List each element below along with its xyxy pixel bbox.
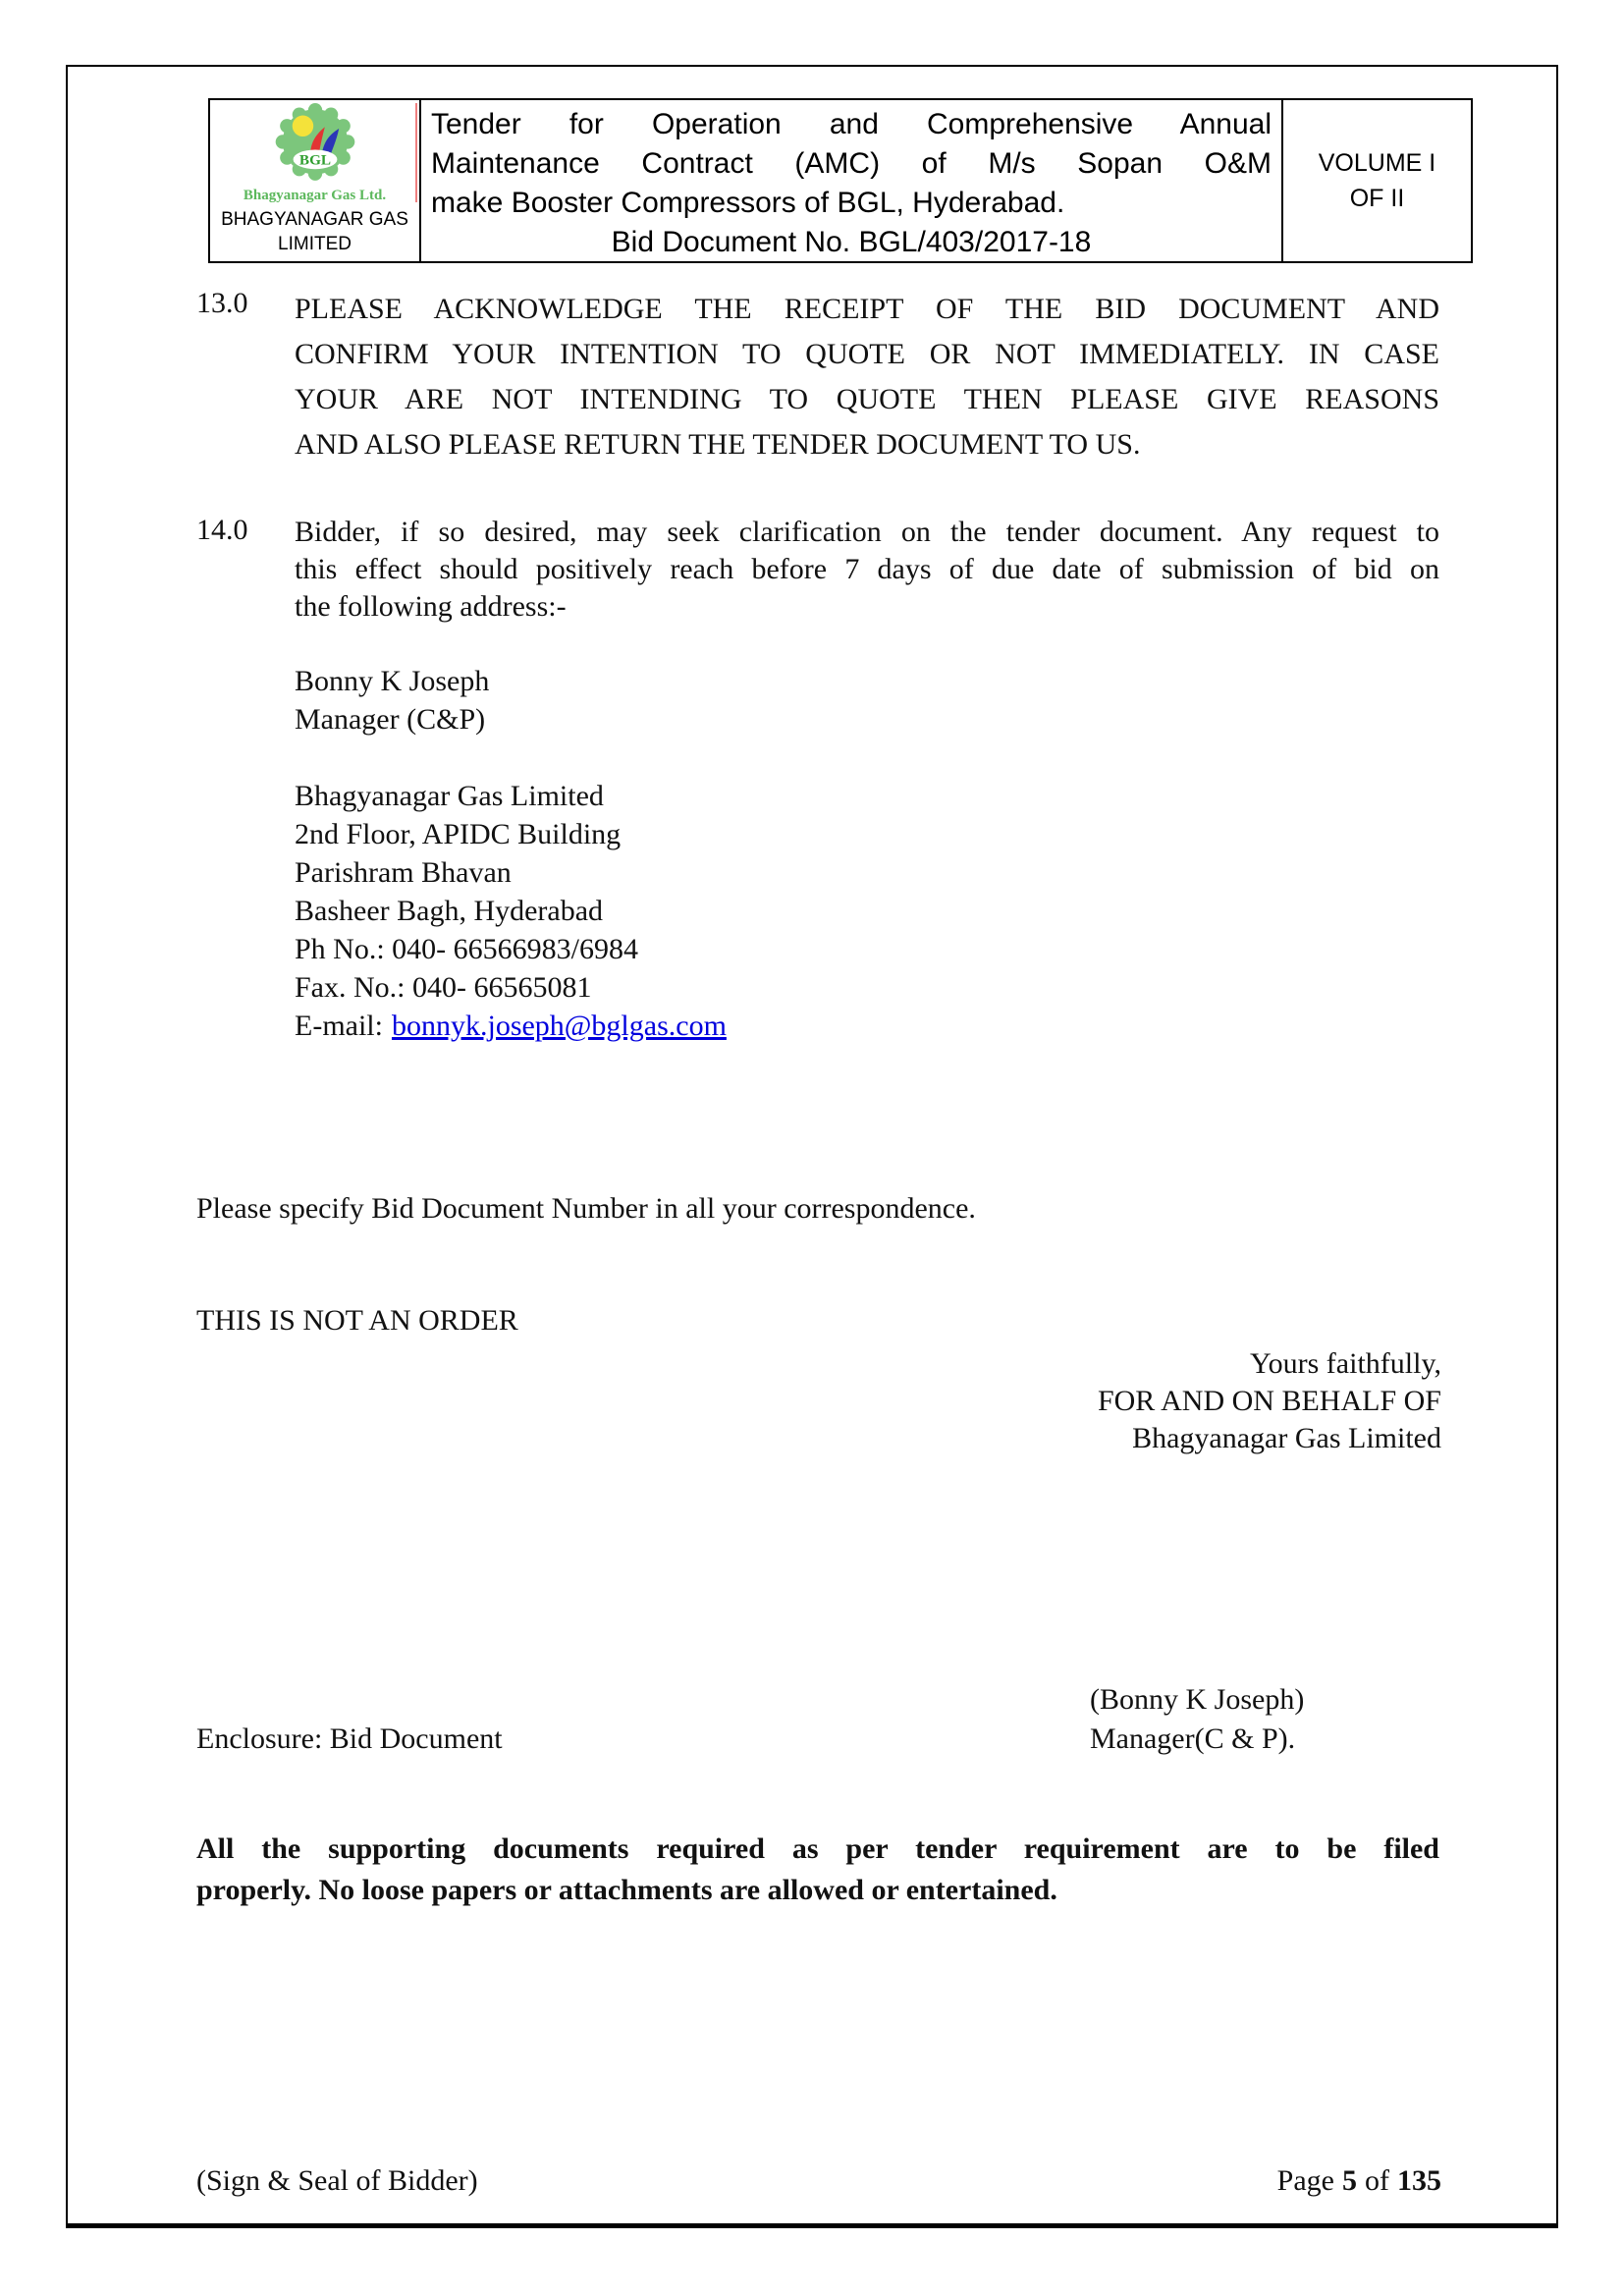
email-line <box>295 1007 727 1045</box>
page-number <box>982 2162 1441 2200</box>
signer-name: (Bonny K Joseph) <box>1090 1683 1305 1716</box>
section-14-number: 14.0 <box>196 514 248 546</box>
email-label: E-mail: <box>295 1010 383 1042</box>
logo-acronym: BGL <box>298 151 331 169</box>
bgl-logo-icon <box>268 103 362 188</box>
page-total: 135 <box>1397 2164 1441 2197</box>
supporting-documents-note: All the supporting documents required as per tender requirement are to be filed properly. No loose papers or attachments are allowed or entertained. <box>196 1832 1439 1906</box>
section-13 <box>196 287 1439 467</box>
header-logo-cell <box>210 100 419 261</box>
tender-title: Tender for Operation and Comprehensive Annual Maintenance Contract (AMC) of M/s Sopan O&M make Booster Compressors of BGL, Hyderabad. <box>431 108 1272 219</box>
header-volume-cell <box>1281 100 1471 261</box>
yours-faithfully: Yours faithfully, <box>1249 1347 1441 1380</box>
page-current: 5 <box>1342 2164 1357 2197</box>
header-table <box>208 98 1473 263</box>
not-an-order-note: THIS IS NOT AN ORDER <box>196 1304 518 1337</box>
volume-line1: VOLUME I <box>1318 149 1436 177</box>
logo-sun <box>292 116 313 137</box>
logo-red-line <box>415 103 417 202</box>
section-13-number: 13.0 <box>196 287 248 319</box>
company-name <box>221 207 408 256</box>
contact-title: Manager (C&P) <box>295 703 486 736</box>
signer-designation: Manager(C & P). <box>1090 1722 1296 1755</box>
email-link[interactable]: bonnyk.joseph@bglgas.com <box>391 1010 727 1042</box>
bid-document-number: Bid Document No. BGL/403/2017-18 <box>611 226 1092 258</box>
contact-name: Bonny K Joseph <box>295 665 490 697</box>
header-title-cell <box>419 100 1281 261</box>
volume-line2: OF II <box>1349 185 1405 212</box>
on-behalf-of: FOR AND ON BEHALF OF <box>1097 1385 1441 1417</box>
company-name-line1: BHAGYANAGAR GAS <box>221 209 408 230</box>
signoff-block <box>852 1345 1441 1457</box>
page-label: Page <box>1276 2164 1334 2197</box>
section-13-text: PLEASE ACKNOWLEDGE THE RECEIPT OF THE BID DOCUMENT AND CONFIRM YOUR INTENTION TO QUOTE OR NOT IMMEDIATELY. IN CASE YOUR ARE NOT INTENDING TO QUOTE THEN PLEASE GIVE REASONS AND ALSO PLEASE RETURN THE TENDER DOCUMENT TO US. <box>295 293 1439 461</box>
sign-seal-footer: (Sign & Seal of Bidder) <box>196 2164 478 2197</box>
specify-note: Please specify Bid Document Number in all your correspondence. <box>196 1192 976 1225</box>
enclosure-note: Enclosure: Bid Document <box>196 1722 503 1755</box>
section-14 <box>196 514 1439 626</box>
section-14-text: Bidder, if so desired, may seek clarification on the tender document. Any request to this effect should positively reach before 7 days of due date of submission of bid on the following address:- <box>295 516 1439 623</box>
contact-address: Bhagyanagar Gas Limited 2nd Floor, APIDC Building Parishram Bhavan Basheer Bagh, Hyderabad Ph No.: 040- 66566983/6984 Fax. No.: 040- 66565081 <box>295 780 639 1004</box>
company-name-line2: LIMITED <box>278 234 352 254</box>
page-of: of <box>1365 2164 1389 2197</box>
signoff-company: Bhagyanagar Gas Limited <box>1132 1422 1441 1454</box>
contact-block <box>295 662 727 1045</box>
logo-caption: Bhagyanagar Gas Ltd. <box>243 188 387 203</box>
